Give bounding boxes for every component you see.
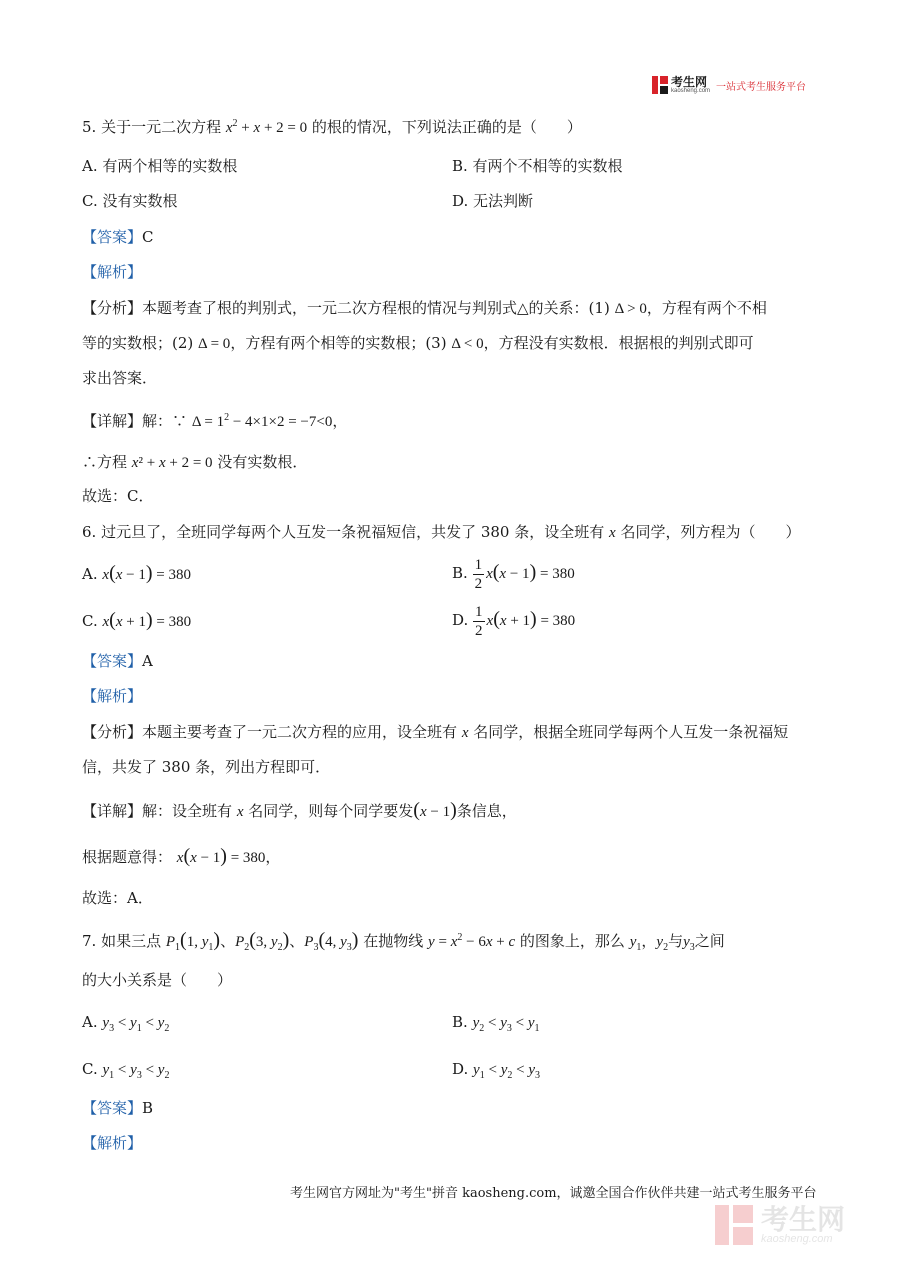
q6-fenxi-line1: 【分析】本题主要考查了一元二次方程的应用，设全班有 x 名同学，根据全班同学每两个人互发一条祝福短 (82, 723, 789, 741)
q5-xiangjie-line2: ∴方程 x² + x + 2 = 0 没有实数根． (82, 453, 308, 471)
q6-jiexi-tag: 【解析】 (82, 687, 143, 705)
watermark-text: 考生网 (761, 1202, 846, 1236)
q5-fenxi-line1: 【分析】本题考查了根的判别式，一元二次方程根的情况与判别式△的关系：(1) Δ > 0，方程有两个不相 (82, 299, 767, 317)
watermark-icon (715, 1205, 755, 1245)
q7-option-a: A. $y_3 < y_1 < y_2$ (82, 1013, 170, 1034)
q7-stem-line2: 的大小关系是（ ） (82, 971, 233, 989)
q6-option-d: D. $\frac{1}{2}$ x(x + 1) = 380 (452, 603, 576, 639)
logo-text: 考生网 (671, 75, 708, 89)
q5-option-c: C. 没有实数根 (82, 192, 178, 210)
q5-stem: 5. 关于一元二次方程 $x^2 + x + 2 = 0$ 的根的情况，下列说法正确的是（ ） (82, 118, 582, 136)
q5-option-d: D. 无法判断 (452, 192, 534, 210)
q7-jiexi-tag: 【解析】 (82, 1134, 143, 1152)
footer-text: 考生网官方网址为"考生"拼音 kaosheng.com，诚邀全国合作伙伴共建一站式考生服务平台 (290, 1186, 817, 1201)
q6-option-a: A. x(x − 1) = 380 (82, 562, 192, 584)
q6-option-b: B. $\frac{1}{2}$ x(x − 1) = 380 (452, 556, 575, 592)
q6-fenxi-line2: 信，共发了 380 条，列出方程即可． (82, 758, 331, 776)
kaosheng-logo-icon (652, 76, 668, 94)
header-logo (652, 74, 806, 96)
q7-option-b: B. $y_2 < y_3 < y_1$ (452, 1013, 540, 1034)
q5-fenxi-line3: 求出答案． (82, 369, 158, 387)
q5-answer: 【答案】C (82, 228, 154, 246)
q5-xiangjie-line1: 【详解】解：∵ $\Delta = 1^2 - 4\times 1\times 2 = -7<0$， (82, 412, 348, 430)
q5-option-a: A. 有两个相等的实数根 (82, 157, 238, 175)
answer-tag: 【答案】 (82, 228, 143, 246)
q7-option-c: C. $y_1 < y_3 < y_2$ (82, 1060, 170, 1081)
q5-fenxi-line2: 等的实数根；(2) Δ = 0，方程有两个相等的实数根；(3) Δ < 0，方程没有实数根．根据根的判别式即可 (82, 334, 754, 352)
q7-answer: 【答案】B (82, 1099, 154, 1117)
q6-option-c: C. x(x + 1) = 380 (82, 609, 192, 631)
q6-guxuan: 故选：A． (82, 889, 153, 907)
q7-stem-line1: 7. 如果三点 $P_1(1$, $y_1$)、$P_2(3$, $y_2$)、$P_3(4$, $y_3$) 在抛物线 $y = x^2 - 6x + c$ 的图象上，那么 $y_1$，$y_2$与$y_3$之间 (82, 929, 725, 953)
q6-stem: 6. 过元旦了，全班同学每两个人互发一条祝福短信，共发了 380 条，设全班有 x 名同学，列方程为（ ） (82, 523, 801, 541)
header-slogan: 一站式考生服务平台 (716, 81, 807, 93)
q5-option-b: B. 有两个不相等的实数根 (452, 157, 623, 175)
q6-xiangjie-line1: 【详解】解：设全班有 x 名同学，则每个同学要发(x − 1)条信息， (82, 799, 517, 821)
q7-option-d: D. $y_1 < y_2 < y_3$ (452, 1060, 540, 1081)
q6-answer: 【答案】A (82, 652, 153, 670)
watermark-logo (715, 1202, 846, 1245)
logo-domain: kaosheng.com (671, 88, 711, 94)
q5-jiexi-tag: 【解析】 (82, 263, 143, 281)
q5-guxuan: 故选：C． (82, 487, 154, 505)
watermark-domain: kaosheng.com (761, 1232, 833, 1245)
q6-xiangjie-line2: 根据题意得： x(x − 1) = 380， (82, 845, 281, 867)
